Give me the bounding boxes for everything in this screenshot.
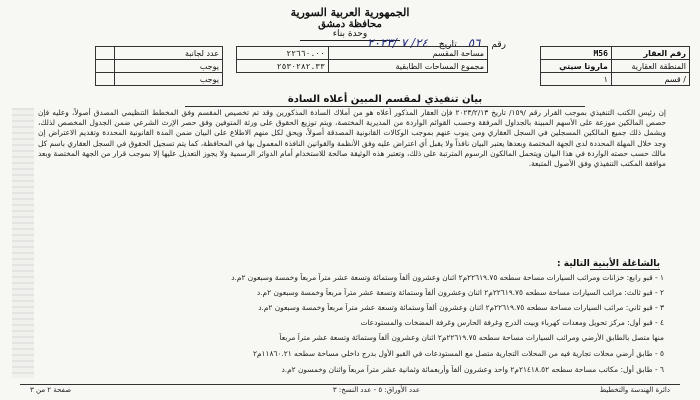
plot-area-value: ٢٢٦٦٠.٠٠ — [237, 47, 329, 60]
division-value: ١ — [541, 73, 612, 86]
list-item: منها متصل بالطابق الأرضي ومرائب السيارات مساحة سطحه ٢٢٦١٩.٧٥م٢ اثنان وعشرون ألفاً وستمائة وتسعة عشر متراً مربعاً — [279, 333, 664, 342]
table-row — [541, 60, 690, 73]
scan-margin-shadow — [12, 108, 34, 378]
side-label: يوجب — [114, 73, 222, 86]
governorate-heading: محافظة دمشق — [318, 19, 382, 30]
property-number-value: M56 — [541, 47, 612, 60]
plot-area-label: مساحة المقسم — [328, 47, 487, 60]
list-item: ٦ - طابق أول: مكاتب مساحة سطحه ٢١٤١٨.٥٢م٢ واحد وعشرون ألفاً وأربعمائة وثمانية عشر متراً مربعاً واثنان وخمسون ٢م.د — [281, 365, 664, 374]
list-item: ٣ - قبو ثاني: مرائب السيارات مساحة سطحه ٢٢٦١٩.٧٥م٢ اثنان وعشرون ألفاً وستمائة وتسعة عشر متراً مربعاً وخمسة وسبعون ٢م.د — [258, 303, 664, 312]
statement-title: بيان تنفيذي لمقسم المبين أعلاه السادة — [105, 94, 665, 107]
property-info-table — [540, 46, 690, 86]
table-row — [541, 47, 690, 60]
zone-label: المنطقة العقارية — [611, 60, 689, 73]
list-item: ٢ - قبو ثالث: مرائب السيارات مساحة سطحه ٢٢٦١٩.٧٥م٢ اثنان وعشرون ألفاً وستمائة وتسعة عشر متراً مربعاً وخمسة وسبعون ٢م.د — [256, 288, 664, 297]
table-row — [237, 60, 488, 73]
list-item: ٥ - طابق أرضي محلات تجارية فيه من المحلات التجارية متصل مع المستودعات في القبو الأول بدرج داخلي مساحة سطحه ١١٨٦٠.٢١م٢ — [252, 349, 664, 358]
unit-heading: وحدة بناء — [275, 29, 425, 41]
reference-number-label: رقم — [491, 40, 506, 50]
side-value — [96, 73, 115, 86]
footer-department: دائرة الهندسة والتخطيط — [599, 386, 670, 394]
table-row — [96, 47, 223, 60]
table-row — [96, 73, 223, 86]
zone-value: ماروتا سيتي — [541, 60, 612, 73]
side-value — [96, 47, 115, 60]
reference-number: ٥٦ — [467, 36, 481, 50]
side-value — [96, 60, 115, 73]
table-row — [96, 60, 223, 73]
buildings-section-title: بالشاغلة الأبنية التالية : — [520, 259, 660, 270]
footer-page-number: صفحة ٢ من ٣ — [30, 386, 72, 394]
division-label: / قسم — [611, 73, 689, 86]
list-item: ٤ - قبو أول: مركز تحويل ومعدات كهرباء وبيت الدرج وغرفة الحارس وغرفة المضخات والمستودعات — [360, 318, 664, 327]
property-number-label: رقم العقار — [611, 47, 689, 60]
side-label: عدد لجانبة — [114, 47, 222, 60]
floor-area-label: مجموع المساحات الطابقية — [328, 60, 487, 73]
reference-date-label: تاريخ — [438, 40, 457, 50]
floor-area-value: ٢٥٣٠٢٨٢.٣٣ — [237, 60, 329, 73]
list-item: ١ - قبو رابع: خزانات ومرائب السيارات مساحة سطحه ٢٢٦١٩.٧٥م٢ اثنان وعشرون ألفاً وستمائة وتسعة عشر متراً مربعاً وخمسة وسبعون ٢م.د — [231, 273, 664, 282]
area-table — [236, 46, 488, 73]
footer-counts: عدد الأوراق: ٥ - عدد النسخ: ٣ — [332, 386, 420, 394]
republic-heading: الجمهورية العربية السورية — [290, 6, 410, 19]
side-table — [95, 46, 223, 86]
table-row — [237, 47, 488, 60]
statement-body: إن رئيس الكتب التنفيذي بموجب القرار رقم /١٥٩/ تاريخ ٢٠٢٣/٢/١٣ فإن العقار المذكور أعلاه هو من أملاك السادة المذكورين وقد تم تخصيص المقسم وفق المخطط التنظيمي المصدق أصولاً، وعليه فإن حصص المالكين موزعة على الأسهم المبينة بالجداول المرفقة وحسب القوائم الواردة من المديرية المختصة، ويتم توزيع الحقوق على ورثة المتوفين وفق حصر الإرث الشرعي ضمن الجدول المخصص لذلك، ويشمل ذلك جميع المالكين المسجلين في السجل العقاري ومن ينوب عنهم بموجب الوكالات القانونية المصدقة أصولاً، ويحق لكل منهم الاطلاع على البيان ضمن المدة القانونية المحددة وتقديم الاعتراض إن وجد خلال المهلة المحددة لدى الجهة المختصة وبعدها يعتبر البيان نافذاً ولا يقبل أي اعتراض عليه وفق الأنظمة والقوانين النافذة المعمول بها في المحافظة، كما يتم تسجيل الحقوق في السجل العقاري باسم كل مالك حسب حصته الواردة في هذا البيان ويتحمل المالكون الرسوم المترتبة على ذلك، وتعتبر هذه الوثيقة صالحة للاستخدام أمام الدوائر الرسمية ولا يجوز التعديل عليها إلا بموجب قرار من الجهة المختصة وبعد موافقة المكتب التنفيذي وفق الأصول المتبعة. — [38, 108, 666, 169]
reference-date: ٢٤/ ٧ /٢٠٢٣ — [367, 36, 428, 50]
side-label: يوجب — [114, 60, 222, 73]
page-footer — [20, 384, 680, 397]
table-row — [541, 73, 690, 86]
